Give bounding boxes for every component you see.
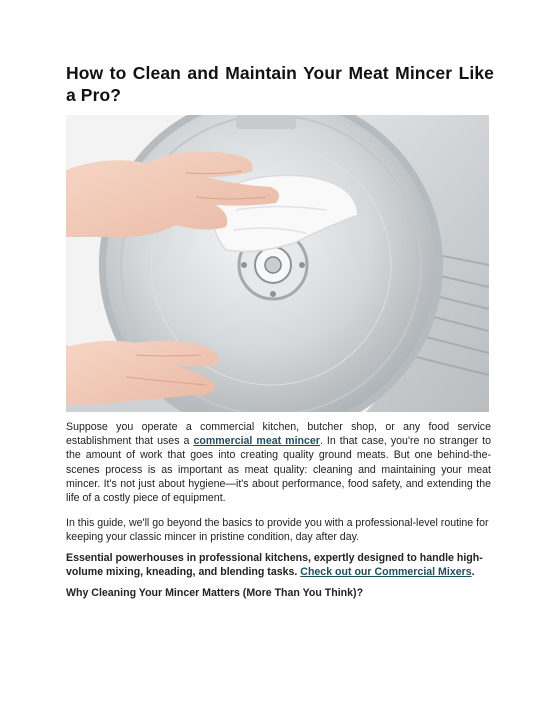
intro-text-after-link: . In that case, you're no stranger to the amount of work that goes into creating quality ground meats. But one behind-the-scenes process is as important as meat quality: cleaning and maintaining your meat mincer. It's not just about hygiene—it's about performance, food safety, and extending the life of a costly piece of equipment. <box>66 435 492 505</box>
guide-paragraph: In this guide, we'll go beyond the basics to provide you with a professional-level routine for keeping your classic mincer in pristine condition, day after day. <box>66 517 489 544</box>
intro-text-before-link: Suppose you operate a commercial kitchen, butcher shop, or any food service establishment that uses a <box>66 421 491 448</box>
commercial-mixers-link[interactable]: Check out our Commercial Mixers <box>300 566 472 579</box>
intro-paragraph <box>66 420 491 505</box>
promo-paragraph <box>66 551 491 579</box>
promo-text: Essential powerhouses in professional kitchens, expertly designed to handle high-volume mixing, kneading, and blending tasks. <box>66 552 483 579</box>
hero-image <box>66 115 489 412</box>
slicer-cleaning-illustration <box>66 115 489 412</box>
article-title: How to Clean and Maintain Your Meat Mincer Like a Pro? <box>66 63 494 105</box>
promo-text-after-link: . <box>471 566 475 579</box>
commercial-meat-mincer-link[interactable]: commercial meat mincer <box>193 435 320 448</box>
section-heading: Why Cleaning Your Mincer Matters (More Than You Think)? <box>66 587 364 599</box>
